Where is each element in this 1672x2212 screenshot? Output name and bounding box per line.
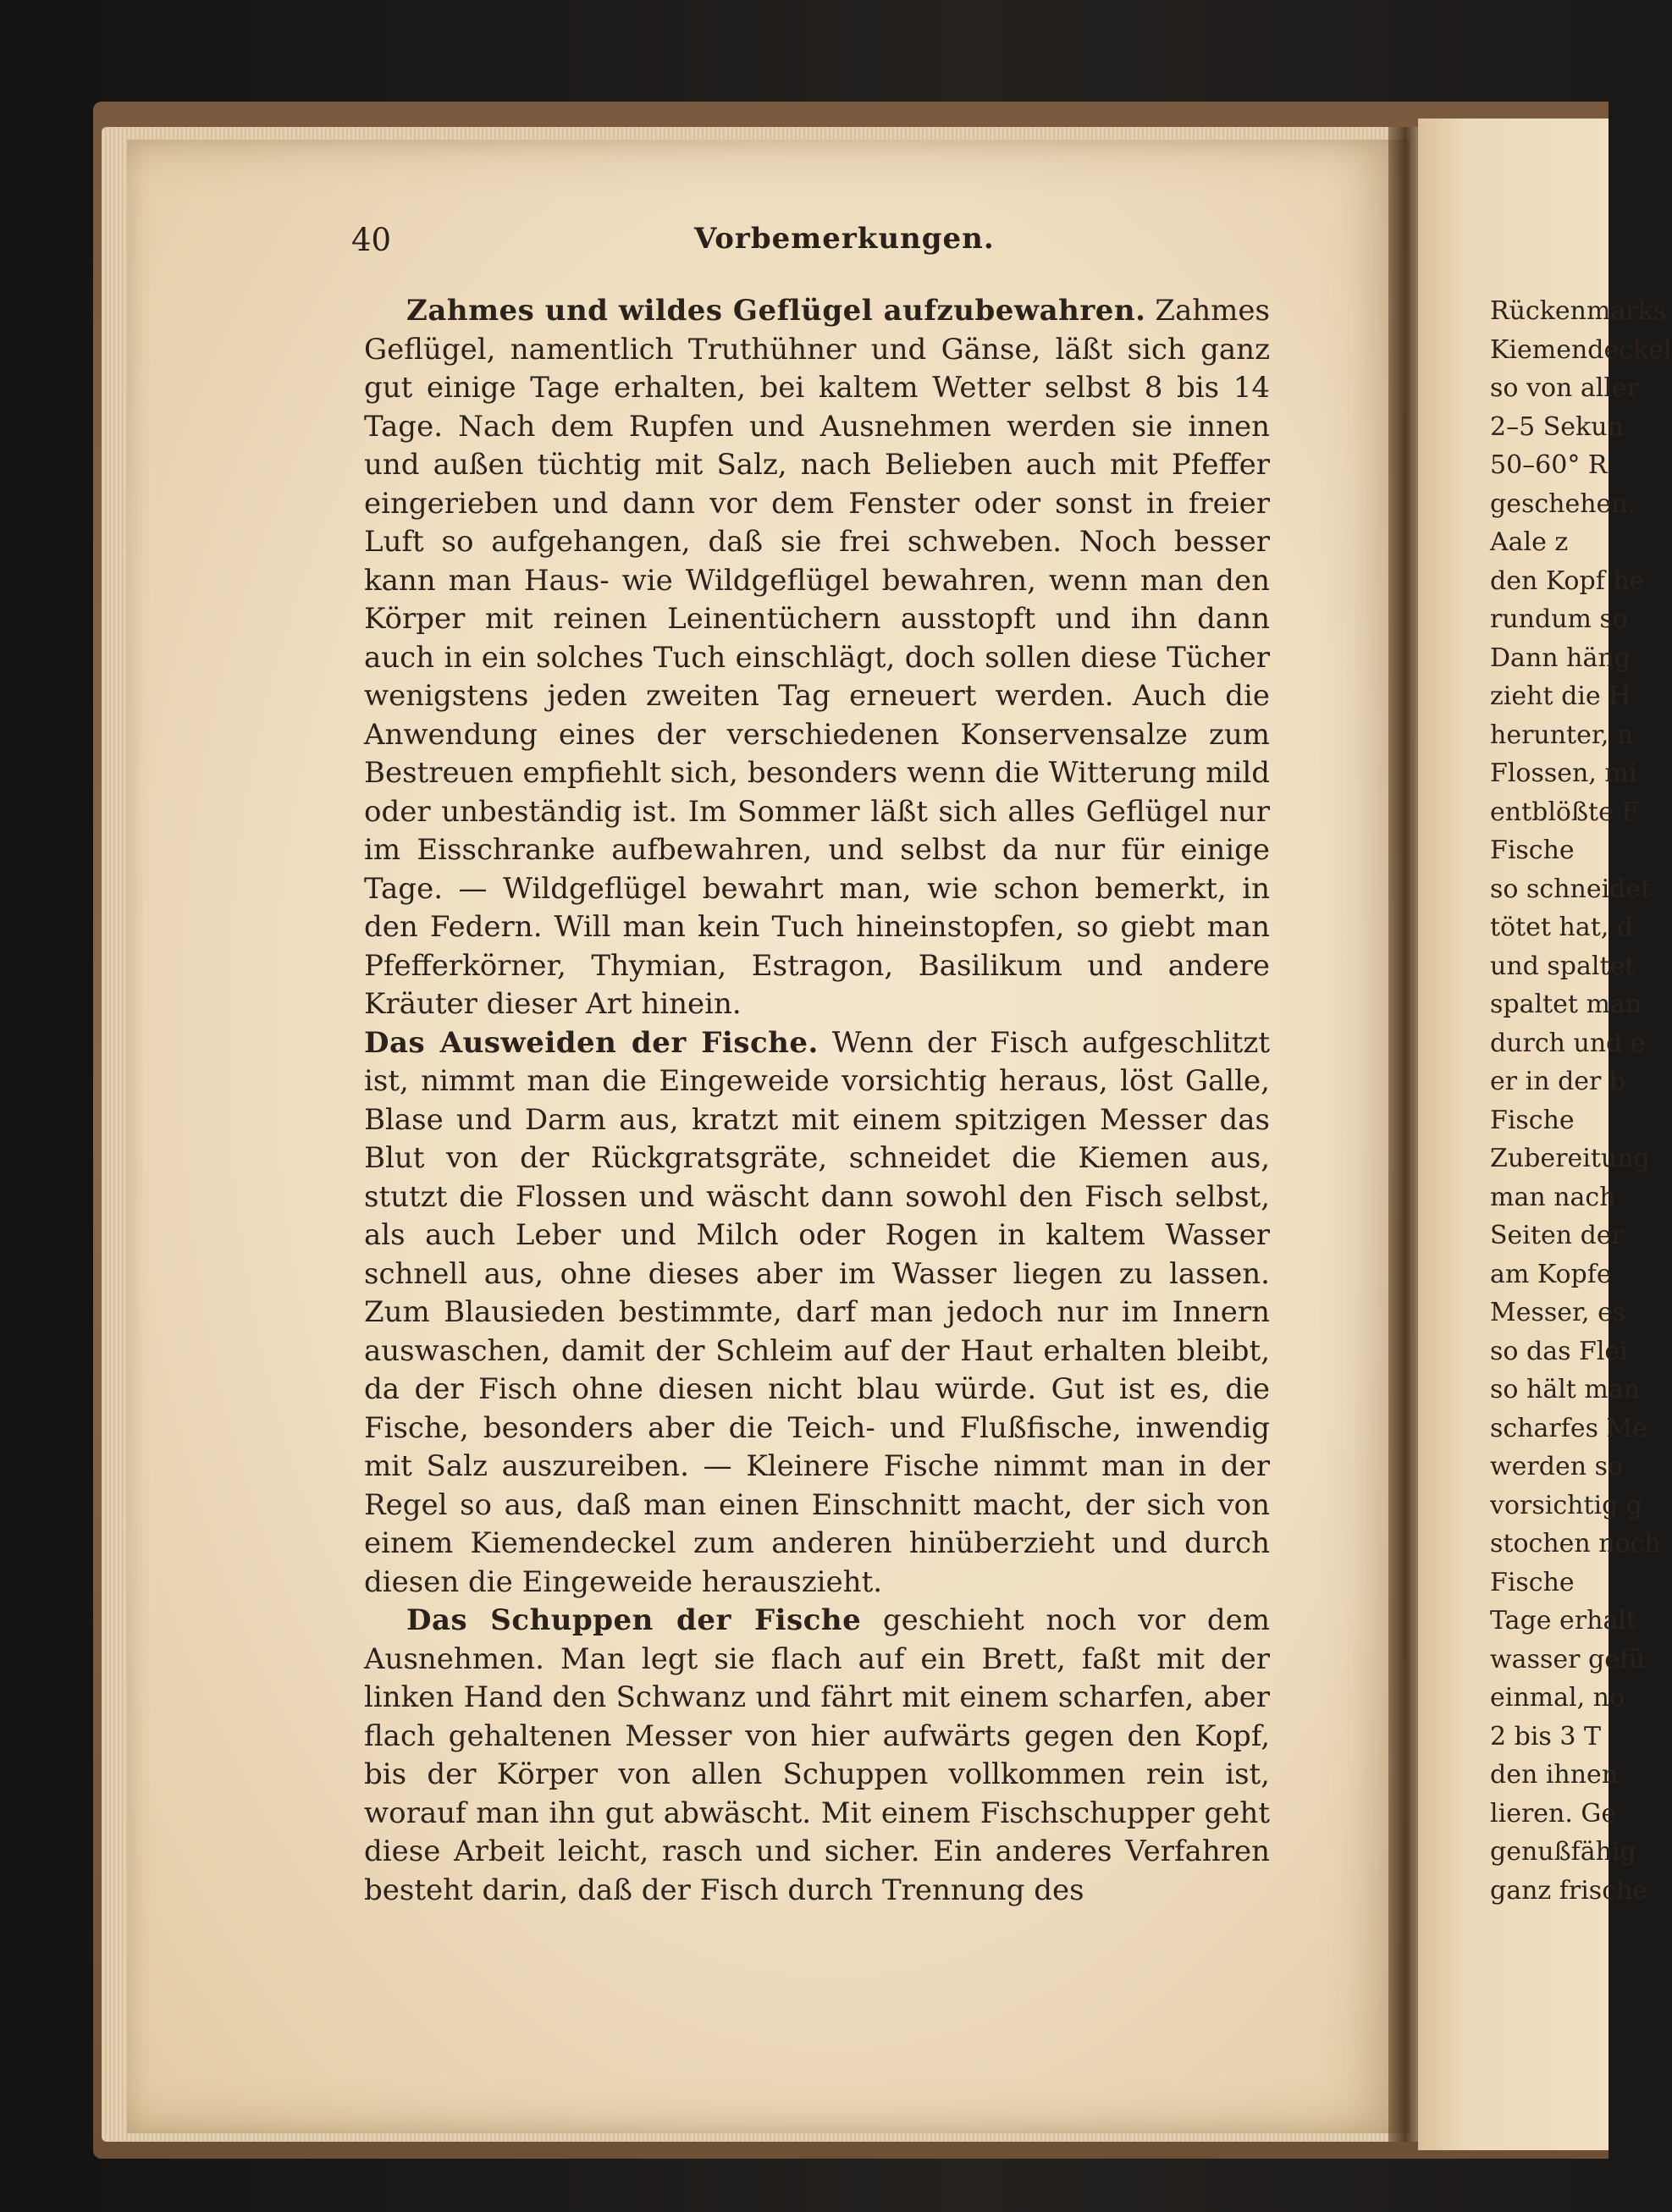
facing-page-line: den ihnen: [1490, 1760, 1619, 1790]
facing-page-line: Zubereitung: [1490, 1144, 1650, 1173]
facing-page-line: ganz frische: [1490, 1875, 1648, 1906]
facing-page-line: Fische: [1490, 836, 1575, 865]
facing-page-line: herunter, n: [1490, 720, 1634, 750]
paragraph-heading: Zahmes und wildes Geflügel aufzubewahren.: [406, 294, 1146, 328]
facing-page-line: stochen noch: [1490, 1529, 1661, 1558]
running-head: Vorbemerkungen.: [694, 222, 995, 256]
paragraph-scaling-fish: [364, 1602, 1270, 1910]
page-number: 40: [351, 222, 392, 258]
facing-page-line: entblößte F: [1490, 797, 1640, 827]
facing-page-line: und spaltet: [1490, 951, 1636, 981]
facing-page-line: den Kopf he: [1490, 565, 1645, 596]
facing-page-line: Fische: [1490, 1567, 1575, 1597]
facing-page-line: tötet hat, d: [1490, 913, 1634, 942]
facing-page-line: so hält man: [1490, 1375, 1641, 1404]
paragraph-heading: Das Schuppen der Fische: [406, 1603, 862, 1637]
facing-page-line: er in der b: [1490, 1067, 1626, 1096]
facing-page-line: geschehen.: [1490, 488, 1636, 519]
facing-page-line: so schneidet: [1490, 874, 1652, 904]
facing-page-line: werden so: [1490, 1452, 1624, 1481]
facing-page-line: man nach: [1490, 1182, 1616, 1212]
facing-page-line: wasser gefü: [1490, 1644, 1646, 1674]
facing-page-line: so das Flei: [1490, 1336, 1628, 1366]
paragraph-poultry: [364, 292, 1270, 1024]
facing-page-line: 2–5 Sekun: [1490, 411, 1624, 442]
facing-page-line: so von aller: [1490, 373, 1640, 403]
facing-page-line: Aale z: [1490, 527, 1569, 557]
facing-page-line: Fische: [1490, 1105, 1575, 1135]
facing-page-line: lieren. Ge: [1490, 1798, 1617, 1829]
facing-page-line: Dann häng: [1490, 643, 1631, 673]
facing-page-line: einmal, no: [1490, 1683, 1625, 1713]
facing-page-line: am Kopfe: [1490, 1259, 1612, 1289]
facing-page-text: [1490, 292, 1672, 1910]
paragraph-gutting-fish: [364, 1024, 1270, 1602]
facing-page-line: scharfes Me: [1490, 1413, 1648, 1443]
facing-page-line: Tage erhalt: [1490, 1606, 1637, 1636]
facing-page-line: zieht die H: [1490, 681, 1631, 711]
book-gutter: [1388, 127, 1422, 2142]
facing-page-line: vorsichtig g: [1490, 1490, 1643, 1520]
facing-page-line: durch und e: [1490, 1028, 1646, 1058]
facing-page-line: rundum so: [1490, 604, 1628, 634]
main-text-block: [364, 292, 1270, 1910]
paragraph-body: Zahmes Geflügel, namentlich Truthühner und Gänse, läßt sich ganz gut einige Tage erhalten, bei kaltem Wetter selbst 8 bis 14 Tage. Nach dem Rupfen und Ausnehmen werden sie innen und außen tüchtig mit Salz, nach Belieben auch mit Pfeffer eingerieben und dann vor dem Fenster oder sonst in freier Luft so aufgehangen, daß sie frei schweben. Noch besser kann man Haus- wie Wildgeflügel bewahren, wenn man den Körper mit reinen Leinentüchern ausstopft und ihn dann auch in ein solches Tuch einschlägt, doch sollen diese Tücher wenigstens jeden zweiten Tag erneuert werden. Auch die Anwendung eines der verschiedenen Konservensalze zum Bestreuen empfiehlt sich, besonders wenn die Witterung mild oder unbeständig ist. Im Sommer läßt sich alles Geflügel nur im Eisschranke aufbewahren, und selbst da nur für einige Tage. — Wildgeflügel bewahrt man, wie schon bemerkt, in den Federn. Will man kein Tuch hineinstopfen, so giebt man Pfefferkörner, Thymian, Estragon, Basilikum und andere Kräuter dieser Art hinein.: [364, 294, 1270, 1021]
facing-page-line: Flossen, mi: [1490, 758, 1637, 788]
facing-page-line: Seiten der: [1490, 1221, 1624, 1250]
facing-page-line: 50–60° R: [1490, 450, 1608, 480]
paragraph-body: geschieht noch vor dem Ausnehmen. Man legt sie flach auf ein Brett, faßt mit der linken Hand den Schwanz und fährt mit einem scharfen, aber flach gehaltenen Messer von hier aufwärts gegen den Kopf, bis der Körper von allen Schuppen vollkommen rein ist, worauf man ihn gut abwäscht. Mit einem Fischschupper geht diese Arbeit leicht, rasch und sicher. Ein anderes Verfahren besteht darin, daß der Fisch durch Trennung des: [364, 1603, 1270, 1907]
facing-page-line: Kiemendeckel: [1490, 334, 1672, 365]
facing-page-line: 2 bis 3 T: [1490, 1721, 1601, 1751]
facing-page-line: genußfähig: [1490, 1837, 1636, 1867]
paragraph-body: Wenn der Fisch aufgeschlitzt ist, nimmt man die Eingeweide vorsichtig heraus, löst Galle, Blase und Darm aus, kratzt mit einem spitzigen Messer das Blut von der Rückgratsgräte, schneidet die Kiemen aus, stutzt die Flossen und wäscht dann sowohl den Fisch selbst, als auch Leber und Milch oder Rogen in kaltem Wasser schnell aus, ohne dieses aber im Wasser liegen zu lassen. Zum Blausieden bestimmte, darf man jedoch nur im Innern auswaschen, damit der Schleim auf der Haut erhalten bleibt, da der Fisch ohne diesen nicht blau würde. Gut ist es, die Fische, besonders aber die Teich- und Flußfische, inwendig mit Salz auszureiben. — Kleinere Fische nimmt man in der Regel so aus, daß man einen Einschnitt macht, der sich von einem Kiemendeckel zum anderen hinüberzieht und durch diesen die Eingeweide herauszieht.: [364, 1025, 1270, 1599]
facing-page-line: spaltet man: [1490, 990, 1642, 1019]
paragraph-heading: Das Ausweiden der Fische.: [364, 1025, 819, 1060]
facing-page-line: Messer, es: [1490, 1298, 1626, 1327]
facing-page-line: Rückenmarks: [1490, 296, 1667, 326]
